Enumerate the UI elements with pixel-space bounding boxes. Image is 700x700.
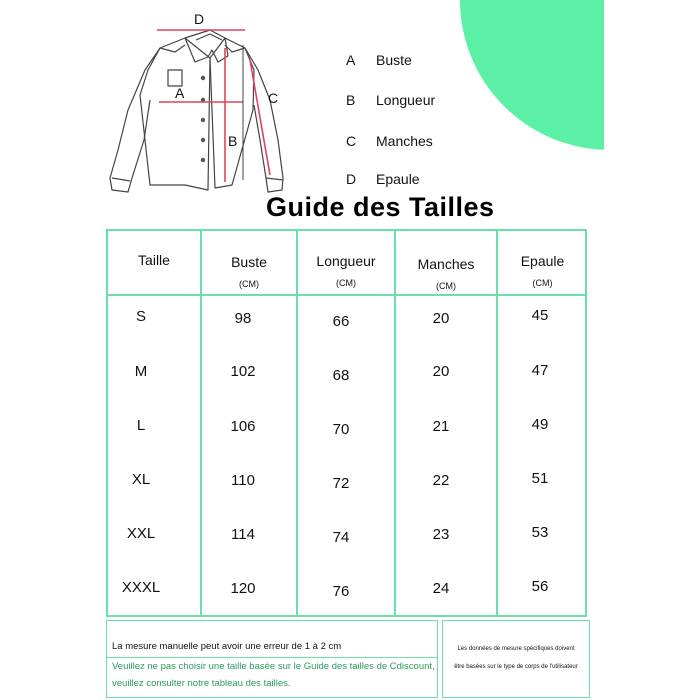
longueur-cell: 74 — [332, 529, 350, 546]
header-label: Taille — [138, 252, 170, 268]
manches-cell: 22 — [432, 472, 450, 489]
legend-label: Epaule — [376, 171, 420, 187]
buste-cell: 110 — [231, 472, 255, 489]
longueur-cell: 68 — [332, 367, 350, 384]
size-cell: L — [136, 417, 146, 434]
epaule-cell: 49 — [531, 416, 549, 433]
buste-cell: 106 — [230, 418, 256, 435]
error-note: La mesure manuelle peut avoir une erreur de 1 à 2 cm — [112, 641, 342, 652]
header-divider — [106, 294, 587, 296]
header-unit: (CM) — [336, 278, 356, 288]
epaule-cell: 47 — [531, 362, 549, 379]
header-label: Longueur — [316, 253, 376, 269]
longueur-cell: 72 — [332, 475, 350, 492]
warning-note-line2: veuillez consulter notre tableau des tailles. — [112, 678, 291, 689]
legend-label: Manches — [376, 133, 433, 149]
header-buste — [202, 254, 296, 289]
epaule-cell: 56 — [531, 578, 549, 595]
size-cell: XL — [131, 471, 151, 488]
manches-cell: 24 — [432, 580, 450, 597]
right-note-line1: Les données de mesure spécifiques doivent — [457, 646, 575, 652]
notes-divider — [106, 657, 438, 658]
label-d: D — [194, 11, 205, 27]
header-unit: (CM) — [532, 278, 553, 288]
header-epaule — [498, 253, 587, 288]
buste-cell: 102 — [230, 363, 256, 380]
epaule-cell: 53 — [531, 524, 549, 541]
manches-cell: 23 — [432, 526, 450, 543]
shirt-diagram — [0, 0, 300, 205]
legend-row-d — [346, 171, 420, 187]
manches-cell: 20 — [432, 363, 450, 380]
legend-key: B — [346, 92, 356, 108]
legend-row-a — [346, 52, 412, 68]
buste-cell: 114 — [231, 526, 255, 543]
label-c: C — [268, 90, 279, 106]
label-b: B — [228, 133, 238, 149]
background-block — [604, 0, 700, 210]
legend-key: D — [346, 171, 357, 187]
longueur-cell: 70 — [332, 421, 350, 438]
header-unit: (CM) — [239, 279, 259, 289]
longueur-cell: 76 — [332, 583, 350, 600]
warning-note-line1: Veuillez ne pas choisir une taille basée sur le Guide des tailles de Cdiscount, — [112, 661, 435, 672]
header-label: Epaule — [520, 253, 565, 269]
legend-row-b — [346, 92, 435, 108]
size-cell: M — [134, 363, 148, 380]
label-a: A — [175, 85, 185, 101]
epaule-cell: 45 — [531, 307, 549, 324]
right-note-line2: être basées sur le type de corps de l'utilisateur — [454, 664, 578, 670]
longueur-cell: 66 — [332, 313, 350, 330]
epaule-cell: 51 — [531, 470, 549, 487]
legend-key: A — [346, 52, 356, 68]
buste-cell: 98 — [234, 310, 252, 327]
page-title: Guide des Tailles — [266, 192, 495, 222]
header-manches — [396, 256, 496, 291]
manches-cell: 20 — [432, 310, 450, 327]
header-label: Manches — [417, 256, 475, 272]
legend-label: Longueur — [376, 92, 436, 108]
buste-cell: 120 — [230, 580, 256, 597]
size-cell: XXXL — [121, 579, 161, 596]
legend-key: C — [346, 133, 357, 149]
size-cell: S — [135, 308, 146, 325]
manches-cell: 21 — [432, 418, 450, 435]
legend-label: Buste — [376, 52, 412, 68]
header-longueur — [298, 253, 394, 288]
legend-row-c — [346, 133, 433, 149]
notes-box-right — [442, 620, 590, 698]
header-label: Buste — [231, 254, 267, 270]
header-unit: (CM) — [436, 281, 456, 291]
header-taille — [108, 252, 200, 268]
size-cell: XXL — [126, 525, 156, 542]
